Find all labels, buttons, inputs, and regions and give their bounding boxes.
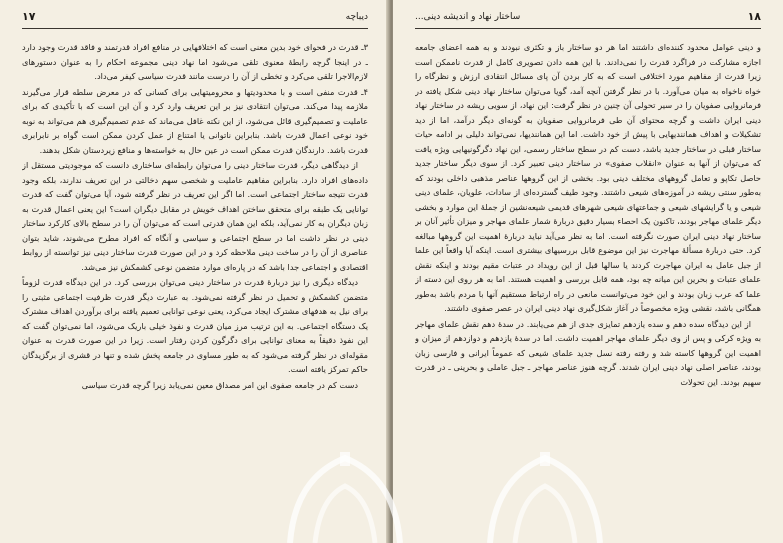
right-paragraph: از این دیدگاه سده دهم و سده یازدهم تمایزی جدی از هم می‌یابند. در سدهٔ دهم نقش علمای مهاجر به ویژه کرکی و پس از وی دیگر علمای مهاجر اهمیت داشت. اما در سدهٔ یازدهم و دوازدهم از میزان و اهمیت این گروهها کاسته شد و رفته رفته نسل جدید علمای شیعی که عموماً ایرانی و فارسی زبان بودند، عناصر اصلی نهاد دینی ایران شدند. گرچه هنوز عناصر مهاجر ـ جبل عاملی و بحرینی ـ در قدرت سهیم بودند. این تحولات <box>415 318 761 387</box>
right-page-header <box>415 10 761 29</box>
left-page-header <box>22 10 368 29</box>
left-paragraph: دست کم در جامعه صفوی این امر مصداق معین نمی‌یابد زیرا گرچه قدرت سیاسی <box>81 379 358 390</box>
right-page <box>393 0 783 543</box>
left-page-number: ۱۷ <box>22 10 36 23</box>
left-paragraph: از دیدگاهی دیگر، قدرت ساختار دینی را می‌توان رابطه‌ای ساختاری دانست که موجودیتی مستقل از داده‌های افراد دارد. بنابراین مفاهیم عاملیت و شخصی سهم دخالتی در این تعریف ندارند، بلکه وجود قدرت نتیجه ساختار اجتماعی است. اما اگر این تعریف در نظر گرفته شود، آیا می‌توان گفت که قدرت توانایی یک طبقه برای متحقق ساختن اهداف خویش در مقابل دیگران است؟ این یعنی اعمال قدرت به زبان دیگران به کار نمی‌آید، بلکه این همان قدرتی است که می‌توان آن را در سطح بالای کارکرد ساختار دینی در نظر داشت اما در سطح اجتماعی و سیاسی و آنگاه که افراد مطرح می‌شوند، شاید بتوان عناصری از آن را در ساخت دینی ملاحظه کرد و در این صورت قدرت ساختار دینی نیز توانسته از روابط اقتصادی و اجتماعی جدا باشد که در پاره‌ای موارد متضمن نوعی کشمکش نیز می‌شد. <box>22 160 368 272</box>
right-paragraph: و دینی عوامل محدود کننده‌ای داشتند اما هر دو ساختار باز و تکثری نبودند و به همه اعضای جامعه اجازه مشارکت در فراگرد قدرت را نمی‌دادند. با این همه دادن تصویری کامل از قدرت ناممکن است زیرا قدرت از مفاهیم مورد اختلافی است که به کار بردن آن پای مسائل انتقادی ارزش و نظرگاه را خواه ناخواه به میان می‌آورد. با در نظر گرفتن آنچه آمد، گویا می‌توان ساختار نهاد دینی شکل یافته در فرمانروایی صفویان را در سیر تحولی آن چنین در نظر گرفت: این نهاد، از سویی ریشه در ساختار نهاد دینی ایران داشت و گرچه محتوای آن طی فرمانروایی صفویان به گونه‌ای دیگر درآمد، اما از دید تشکیلات و اهداف همانندیهایی با پیش از خود داشت. اما این همانندیها، نمی‌تواند دلیلی بر ادامه حیات ساختار قبلی در ساختار جدید باشد، دست کم در سطح ساختار رسمی، این نهاد دگرگونیهایی ویژه یافت که می‌توان از آنها به عنوان «انقلاب صفوی» در ساختار دینی تعبیر کرد. از سوی دیگر ساختار جدید حاصل تکاپو و تعامل گروههای مختلف دینی بود. بخشی از این گروهها عناصر مذهبی داخلی بودند که به‌طور سنتی ریشه در آموزه‌های شیعی داشتند. وجود طیف گسترده‌ای از سادات، علویان، علمای دینی شیعی و یا گرایشهای شیعی و جماعتهای شیعی شهرهای قدیمی شیعه‌نشین از جملهٔ این موارد و بخشی دیگر علمای مهاجر بودند، تاکنون یک احصاء بسیار دقیق دربارهٔ شمار علمای مهاجر و میزان تأثیر آنان بر ساختار نهاد دینی ایران صورت نگرفته است. اما به نظر می‌آید نباید دربارهٔ اهمیت این گروهها مبالغه کرد. حتی دربارهٔ مسألهٔ مهاجرت نیز این موضوع قابل بررسیهای بیشتری است. اینکه آیا واقعاً این علما از جبل عامل به ایران مهاجرت کردند یا سالها قبل از این رویداد در عتبات مقیم بودند و اینکه نقش علمای عتبات و بحرین این میانه چه بود، همه قابل بررسی و اهمیت هستند. اما به هر روی این دسته از علما که عرب زبان بودند و این خود می‌توانست مانعی در راه ارتباط مستقیم آنها با مردم باشد به‌طور همگانی باشد، نقشی ویژه مخصوصاً در آغاز شکل‌گیری نهاد دینی ایران در عصر صفوی داشتند. <box>415 42 761 313</box>
left-running-head: دیباچه <box>345 12 368 22</box>
right-page-number: ۱۸ <box>747 10 761 23</box>
left-paragraph: ۴ـ قدرت منفی است و با محدودیتها و محرومیتهایی برای کسانی که در معرض سلطه قرار می‌گیرند ملازمه پیدا می‌کند. می‌توان انتقادی نیز بر این تعریف وارد کرد و آن این است که با تأکیدی که برای عاملیت و تصمیم‌گیری قائل می‌شود، از این نکته غافل می‌ماند که عدم تصمیم‌گیری هم می‌تواند به نوبه خود نوعی اعمال قدرت باشد. بنابراین ناتوانی یا امتناع از عمل کردن ممکن است گواه بر نابرابری قدرت باشد. دارندگان قدرت ممکن است در عین حال به خواسته‌ها و منافع زیردستان شکل بدهند. <box>22 86 368 155</box>
left-page-body <box>22 40 368 543</box>
left-paragraph: دیدگاه دیگری را نیز دربارهٔ قدرت در ساختار دینی می‌توان بررسی کرد. در این دیدگاه قدرت لزوماً متضمن کشمکش و تحمیل در نظر گرفته نمی‌شود. به عبارت دیگر قدرت ظرفیت اجتماعی مثبتی را برای نیل به هدفهای مشترک ایجاد می‌کرد، یعنی نوعی توانایی تعمیم یافته برای برآوردن اهداف مشترک یک دستگاه اجتماعی. به این ترتیب مرز میان قدرت و نفوذ خیلی باریک می‌شود، اما نمی‌توان گفت که این نفوذ دقیقاً به معنای توانایی برای دگرگون کردن رفتار است. زیرا در این صورت قدرت به عنوان مقوله‌ای در نظر گرفته می‌شود که به طور مساوی در جامعه پخش شده و تنها در قشری از برگزیدگان حاکم تمرکز یافته است. <box>22 277 368 374</box>
left-page <box>0 0 390 543</box>
right-page-body <box>415 40 761 543</box>
right-running-head: ساختار نهاد و اندیشه دینی... <box>415 12 521 22</box>
left-paragraph: ۳ـ قدرت در فحوای خود بدین معنی است که اختلافهایی در منافع افراد قدرتمند و فاقد قدرت وجود دارد ـ در اینجا گرچه رابطهٔ معنوی تلقی می‌شود اما نهاد دینی مجموعه احکام را به عنوان دستورهای لازم‌الاجرا تلقی می‌کرد و تخطی از آن را درست مانند قدرت سیاسی کیفر می‌داد. <box>22 42 368 81</box>
